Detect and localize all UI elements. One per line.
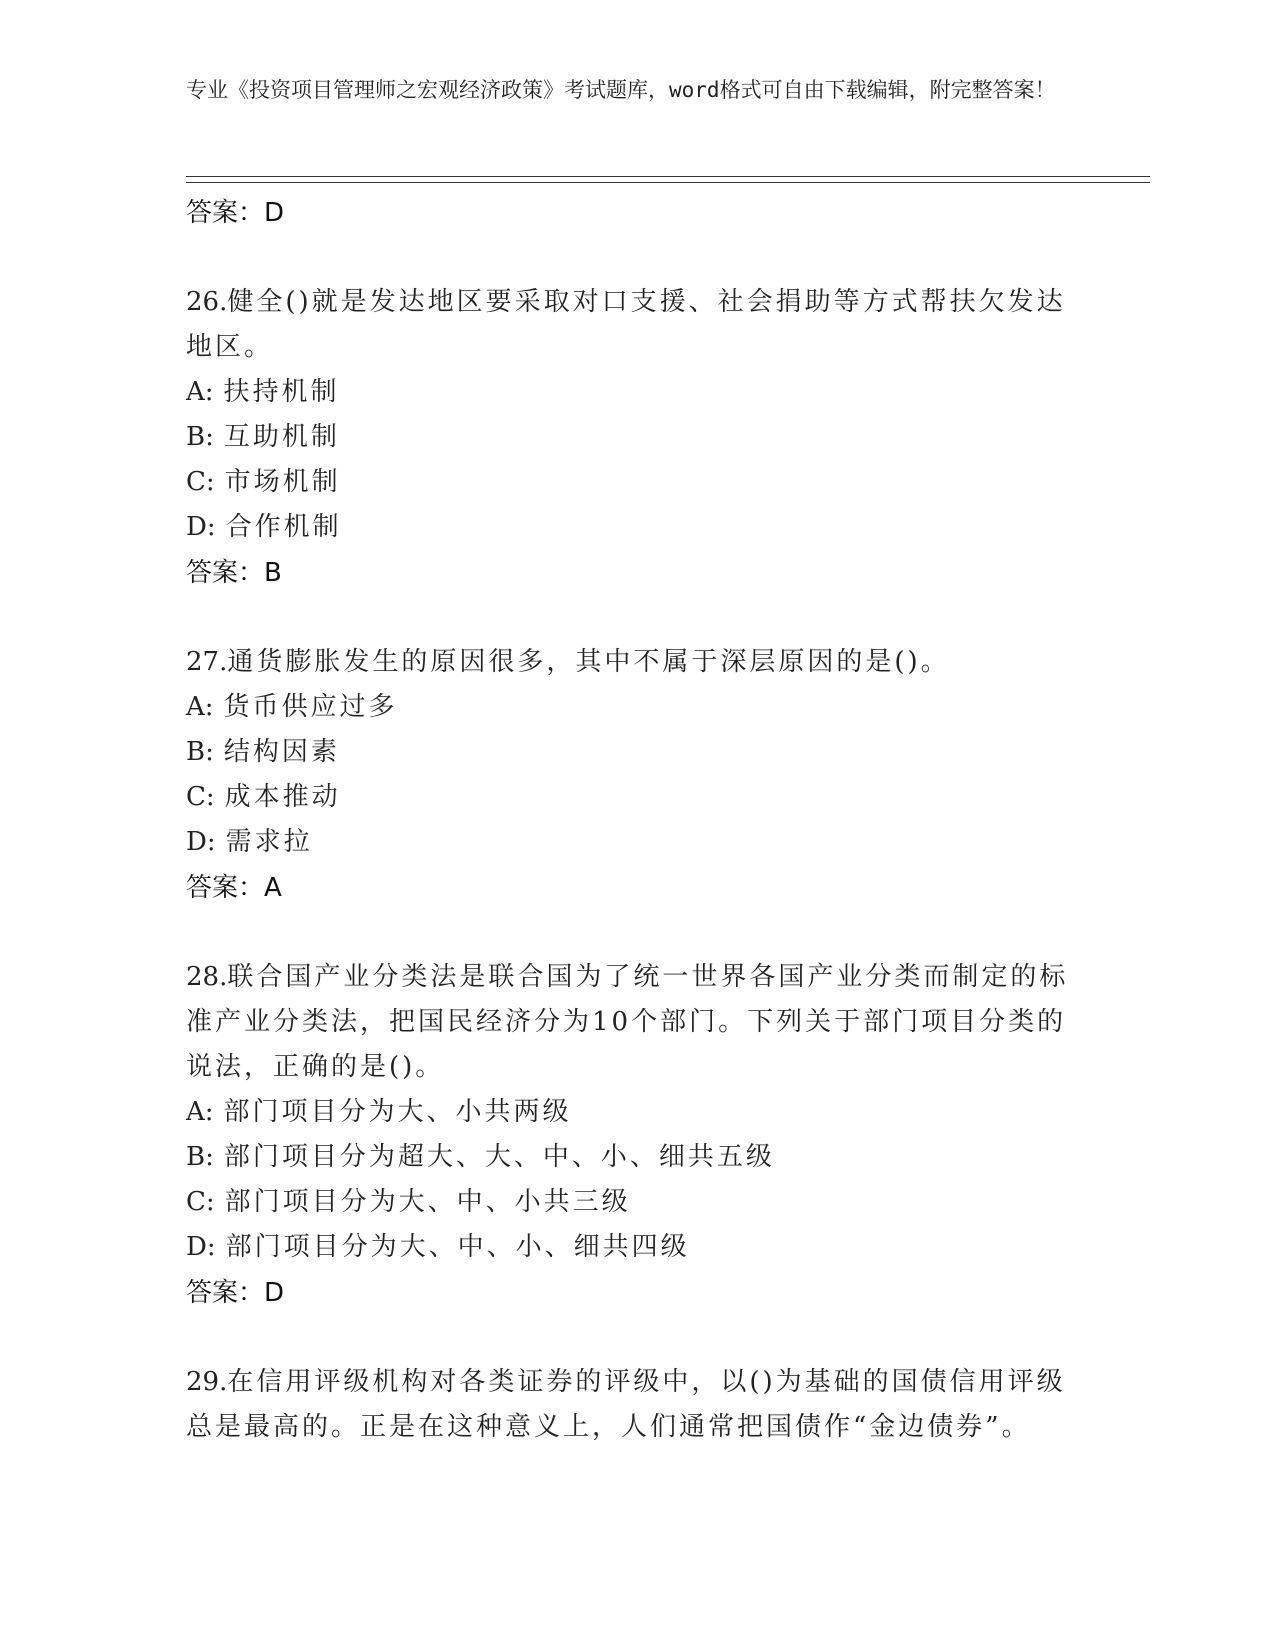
document-header: 专业《投资项目管理师之宏观经济政策》考试题库，word格式可自由下载编辑，附完整答案！	[186, 78, 1056, 102]
option-text: 市场机制	[224, 467, 341, 497]
option-b	[186, 730, 1086, 775]
option-b	[186, 415, 1086, 460]
question-stem	[186, 955, 1086, 1090]
option-text: 货币供应过多	[223, 692, 398, 722]
option-b	[186, 1135, 1086, 1180]
question-stem	[186, 640, 1086, 685]
option-text: 需求拉	[225, 827, 313, 857]
answer-27: 答案：A	[186, 873, 282, 903]
question-number: 27.	[186, 647, 228, 677]
option-letter: C:	[186, 782, 215, 812]
option-text: 互助机制	[223, 422, 340, 452]
question-number: 29.	[186, 1367, 228, 1397]
previous-answer: 答案：D	[186, 198, 285, 228]
question-text: 在信用评级机构对各类证券的评级中，以()为基础的国债信用评级总是最高的。正是在这种意义上，人们通常把国债作“金边债券”。	[186, 1367, 1066, 1442]
option-letter: B:	[186, 1142, 214, 1172]
option-a	[186, 1090, 1086, 1135]
option-text: 成本推动	[224, 782, 341, 812]
option-c	[186, 1180, 1086, 1225]
question-27	[186, 640, 1086, 911]
option-text: 部门项目分为大、中、小共三级	[224, 1187, 631, 1217]
option-letter: A:	[186, 1097, 214, 1127]
answer-28: 答案：D	[186, 1278, 285, 1308]
header-divider-top	[186, 176, 1150, 177]
question-number: 26.	[186, 287, 228, 317]
answer-26: 答案：B	[186, 558, 282, 588]
question-stem	[186, 280, 1086, 370]
question-29	[186, 1360, 1086, 1450]
option-d	[186, 1225, 1086, 1270]
document-body	[186, 190, 1086, 1450]
option-a	[186, 370, 1086, 415]
option-text: 合作机制	[225, 512, 342, 542]
question-text: 通货膨胀发生的原因很多，其中不属于深层原因的是()。	[227, 647, 950, 677]
option-letter: D:	[186, 827, 216, 857]
option-text: 部门项目分为大、中、小、细共四级	[225, 1232, 690, 1262]
option-letter: A:	[186, 692, 214, 722]
question-text: 联合国产业分类法是联合国为了统一世界各国产业分类而制定的标准产业分类法，把国民经济分为10个部门。下列关于部门项目分类的说法，正确的是()。	[186, 962, 1069, 1082]
question-stem	[186, 1360, 1086, 1450]
question-text: 健全()就是发达地区要采取对口支援、社会捐助等方式帮扶欠发达地区。	[186, 287, 1066, 362]
option-text: 扶持机制	[223, 377, 340, 407]
option-letter: C:	[186, 467, 215, 497]
question-28	[186, 955, 1086, 1316]
option-text: 结构因素	[223, 737, 340, 767]
option-d	[186, 820, 1086, 865]
option-letter: B:	[186, 737, 214, 767]
option-text: 部门项目分为超大、大、中、小、细共五级	[223, 1142, 775, 1172]
option-letter: A:	[186, 377, 214, 407]
option-c	[186, 775, 1086, 820]
option-d	[186, 505, 1086, 550]
option-a	[186, 685, 1086, 730]
option-letter: D:	[186, 1232, 216, 1262]
header-divider-bottom	[186, 182, 1150, 183]
option-c	[186, 460, 1086, 505]
option-text: 部门项目分为大、小共两级	[223, 1097, 572, 1127]
question-26	[186, 280, 1086, 596]
option-letter: D:	[186, 512, 216, 542]
question-number: 28.	[186, 962, 228, 992]
option-letter: C:	[186, 1187, 215, 1217]
option-letter: B:	[186, 422, 214, 452]
